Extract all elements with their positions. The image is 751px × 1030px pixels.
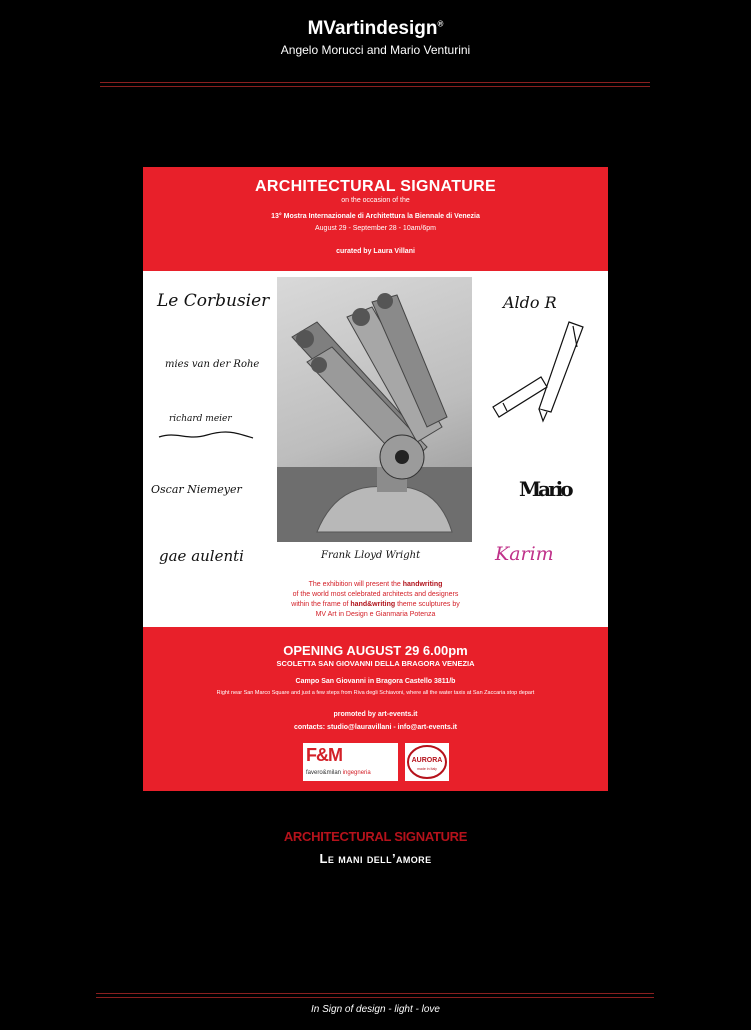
event-poster[interactable] xyxy=(143,167,608,791)
poster-mostra: 13° Mostra Internazionale di Architettura la Biennale di Venezia xyxy=(271,213,480,220)
fm-subtitle: favero&milan ingegneria xyxy=(306,770,371,776)
signature-niemeyer: Oscar Niemeyer xyxy=(151,483,242,496)
venue-directions: Right near San Marco Square and just a few steps from Riva degli Schiavoni, where all the water taxis at San Zaccaria stop depart xyxy=(216,690,535,696)
exhibition-description: The exhibition will present the handwriting of the world most celebrated architects and designers within the frame of hand&writing theme sculptures by MV Art in Design e Gianmaria Potenza xyxy=(291,581,460,618)
aurora-emblem xyxy=(405,743,449,781)
poster-curated: curated by Laura Villani xyxy=(336,248,415,255)
caption-title: ARCHITECTURAL SIGNATURE xyxy=(283,829,468,844)
pen-illustration xyxy=(491,317,601,427)
signature-le-corbusier: Le Corbusier xyxy=(157,291,270,311)
footer-divider-top xyxy=(96,993,654,994)
registered-mark: ® xyxy=(437,19,444,29)
poster-dates: August 29 - September 28 - 10am/6pm xyxy=(314,225,436,232)
signature-meier-underline xyxy=(157,429,257,443)
caption-subtitle: Le mani dell’amore xyxy=(319,851,432,866)
svg-text:AURORA: AURORA xyxy=(411,757,443,764)
venue-name: SCOLETTA SAN GIOVANNI DELLA BRAGORA VENEZIA xyxy=(276,659,475,668)
venue-address: Campo San Giovanni in Bragora Castello 3811/b xyxy=(295,678,456,685)
header-divider-top xyxy=(100,82,650,83)
svg-text:made in Italy: made in Italy xyxy=(417,767,437,771)
site-tagline: Angelo Morucci and Mario Venturini xyxy=(280,43,471,57)
signature-aulenti: gae aulenti xyxy=(159,547,244,565)
sculpture-photo xyxy=(277,277,472,542)
opening-date: OPENING AUGUST 29 6.00pm xyxy=(283,643,468,658)
poster-subtitle: on the occasion of the xyxy=(341,197,410,204)
poster-title: ARCHITECTURAL SIGNATURE xyxy=(255,178,496,195)
sculpture-image xyxy=(277,277,472,542)
header-divider-bottom xyxy=(100,86,650,87)
signature-karim: Karim xyxy=(495,543,554,565)
promoted-by: promoted by art-events.it xyxy=(333,711,418,718)
signature-aldo: Aldo R xyxy=(503,293,557,312)
footer-divider-bottom xyxy=(96,997,654,998)
signature-mario: Mario xyxy=(519,477,571,501)
sponsor-logo-aurora xyxy=(405,743,449,781)
signature-meier: richard meier xyxy=(169,414,232,424)
sponsor-logo-fm xyxy=(303,743,398,781)
footer-tagline: In Sign of design - light - love xyxy=(311,1004,440,1015)
fm-mark: F&M xyxy=(306,745,342,765)
site-brand[interactable] xyxy=(0,18,751,40)
signature-wright: Frank Lloyd Wright xyxy=(321,550,421,561)
signature-mies: mies van der Rohe xyxy=(165,359,260,370)
brand-name: MVartindesign xyxy=(307,18,438,39)
contacts: contacts: studio@lauravillani - info@art-events.it xyxy=(293,724,457,731)
